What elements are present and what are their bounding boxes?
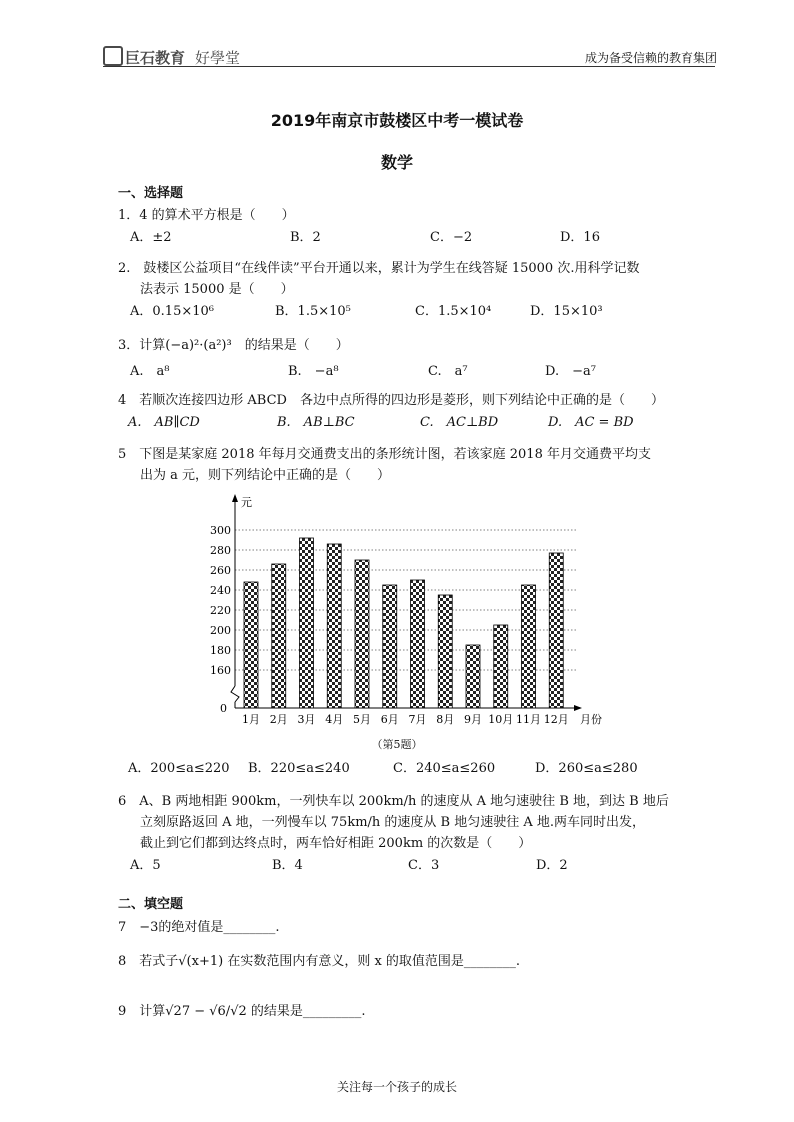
q4-option-b: B. AB⊥BC bbox=[277, 415, 355, 430]
x-tick-label-3月: 3月 bbox=[297, 713, 316, 726]
bar-7月 bbox=[411, 580, 425, 708]
q3-option-a: A. a⁸ bbox=[130, 364, 170, 379]
header-slogan: 成为备受信赖的教育集团 bbox=[585, 51, 718, 65]
y-tick-label-300: 300 bbox=[210, 524, 231, 537]
y-axis-arrow bbox=[232, 494, 238, 502]
exam-title: 2019年南京市鼓楼区中考一模试卷 bbox=[270, 111, 524, 130]
x-tick-label-6月: 6月 bbox=[380, 713, 399, 726]
q6-stem-line2: 立刻原路返回 A 地，一列慢车以 75km/h 的速度从 B 地匀速驶往 A 地.两车同时出发， bbox=[140, 815, 646, 830]
q5-option-d: D．260≤a≤280 bbox=[535, 761, 638, 776]
bar-10月 bbox=[494, 625, 508, 708]
bar-9月 bbox=[466, 645, 480, 708]
q5-chart-caption: （第5题） bbox=[371, 738, 423, 751]
q2-option-a: A．0.15×10⁶ bbox=[130, 304, 214, 319]
q5-stem-line1: 5 下图是某家庭 2018 年每月交通费支出的条形统计图，若该家庭 2018 年月交通费平均支 bbox=[118, 447, 651, 462]
bar-2月 bbox=[272, 564, 286, 708]
q1-option-c: C．−2 bbox=[430, 230, 473, 245]
q1-option-a: A．±2 bbox=[130, 230, 172, 245]
q5-option-a: A．200≤a≤220 bbox=[128, 761, 230, 776]
x-tick-label-4月: 4月 bbox=[325, 713, 344, 726]
q1-stem: 1．4 的算术平方根是（ ） bbox=[118, 208, 295, 223]
q2-option-b: B．1.5×10⁵ bbox=[275, 304, 351, 319]
logo-text: 巨石教育 bbox=[125, 49, 186, 67]
bar-3月 bbox=[300, 538, 314, 708]
q6-option-c: C．3 bbox=[408, 858, 440, 873]
q5-option-b: B．220≤a≤240 bbox=[248, 761, 350, 776]
y-axis-label: 元 bbox=[241, 496, 252, 509]
section-heading-choice: 一、选择题 bbox=[118, 186, 184, 201]
axis-break bbox=[231, 686, 239, 702]
logo-icon bbox=[103, 46, 123, 66]
q6-stem-line3: 截止到它们都到达终点时，两车恰好相距 200km 的次数是（ ） bbox=[140, 836, 532, 851]
x-tick-label-10月: 10月 bbox=[488, 713, 514, 726]
q8-stem: 8 若式子√(x+1) 在实数范围内有意义，则 x 的取值范围是________. bbox=[118, 954, 521, 969]
bar-chart bbox=[200, 490, 620, 735]
y-tick-label-240: 240 bbox=[210, 584, 231, 597]
y-tick-label-0: 0 bbox=[220, 702, 227, 715]
footer-text: 关注每一个孩子的成长 bbox=[336, 1080, 457, 1094]
q3-option-c: C. a⁷ bbox=[428, 364, 468, 379]
bar-12月 bbox=[549, 553, 563, 708]
q4-option-a: A. AB∥CD bbox=[128, 415, 200, 430]
section-heading-fill: 二、填空题 bbox=[118, 897, 184, 912]
q4-option-c: C. AC⊥BD bbox=[420, 415, 499, 430]
q6-stem-line1: 6 A、B 两地相距 900km，一列快车以 200km/h 的速度从 A 地匀速驶往 B 地，到达 B 地后 bbox=[118, 794, 669, 809]
y-tick-label-200: 200 bbox=[210, 624, 231, 637]
q3-option-d: D. −a⁷ bbox=[545, 364, 596, 379]
y-tick-label-280: 280 bbox=[210, 544, 231, 557]
x-tick-label-7月: 7月 bbox=[408, 713, 427, 726]
q2-option-d: D．15×10³ bbox=[530, 304, 603, 319]
q5-option-c: C．240≤a≤260 bbox=[393, 761, 496, 776]
x-axis-label: 月份 bbox=[580, 713, 602, 726]
q7-stem: 7 −3的绝对值是________. bbox=[118, 920, 280, 935]
q1-option-d: D．16 bbox=[560, 230, 600, 245]
bar-8月 bbox=[438, 595, 452, 708]
exam-subject: 数学 bbox=[380, 153, 413, 172]
q3-stem: 3．计算(−a)²·(a²)³ 的结果是（ ） bbox=[118, 338, 349, 353]
x-tick-label-8月: 8月 bbox=[436, 713, 455, 726]
q6-option-b: B．4 bbox=[272, 858, 303, 873]
q1-option-b: B．2 bbox=[290, 230, 321, 245]
logo-sub: 好學堂 bbox=[195, 49, 241, 67]
x-tick-label-1月: 1月 bbox=[242, 713, 260, 726]
bar-11月 bbox=[522, 585, 536, 708]
y-tick-label-260: 260 bbox=[210, 564, 231, 577]
q3-option-b: B. −a⁸ bbox=[288, 364, 339, 379]
q2-stem-line1: 2. 鼓楼区公益项目“在线伴读”平台开通以来，累计为学生在线答疑 15000 次.用科学记数 bbox=[118, 261, 640, 276]
bar-5月 bbox=[355, 560, 369, 708]
q9-stem: 9 计算√27 − √6/√2 的结果是_________. bbox=[118, 1004, 366, 1019]
bar-4月 bbox=[327, 544, 341, 708]
q2-option-c: C．1.5×10⁴ bbox=[415, 304, 492, 319]
q4-stem: 4 若顺次连接四边形 ABCD 各边中点所得的四边形是菱形，则下列结论中正确的是（ ） bbox=[118, 393, 664, 408]
y-tick-label-160: 160 bbox=[210, 664, 231, 677]
x-axis-arrow bbox=[574, 705, 582, 711]
x-tick-label-12月: 12月 bbox=[543, 713, 569, 726]
header-divider bbox=[103, 66, 715, 67]
q6-option-a: A．5 bbox=[130, 858, 161, 873]
brand-logo bbox=[103, 46, 240, 68]
q5-stem-line2: 出为 a 元，则下列结论中正确的是（ ） bbox=[140, 468, 391, 483]
x-tick-label-5月: 5月 bbox=[353, 713, 371, 726]
q4-option-d: D. AC = BD bbox=[548, 415, 634, 430]
x-tick-label-9月: 9月 bbox=[464, 713, 482, 726]
q2-stem-line2: 法表示 15000 是（ ） bbox=[140, 282, 294, 297]
bar-6月 bbox=[383, 585, 397, 708]
x-tick-label-2月: 2月 bbox=[269, 713, 288, 726]
bar-1月 bbox=[244, 582, 258, 708]
q6-option-d: D．2 bbox=[536, 858, 568, 873]
y-tick-label-180: 180 bbox=[210, 644, 231, 657]
x-tick-label-11月: 11月 bbox=[516, 713, 541, 726]
y-tick-label-220: 220 bbox=[210, 604, 231, 617]
